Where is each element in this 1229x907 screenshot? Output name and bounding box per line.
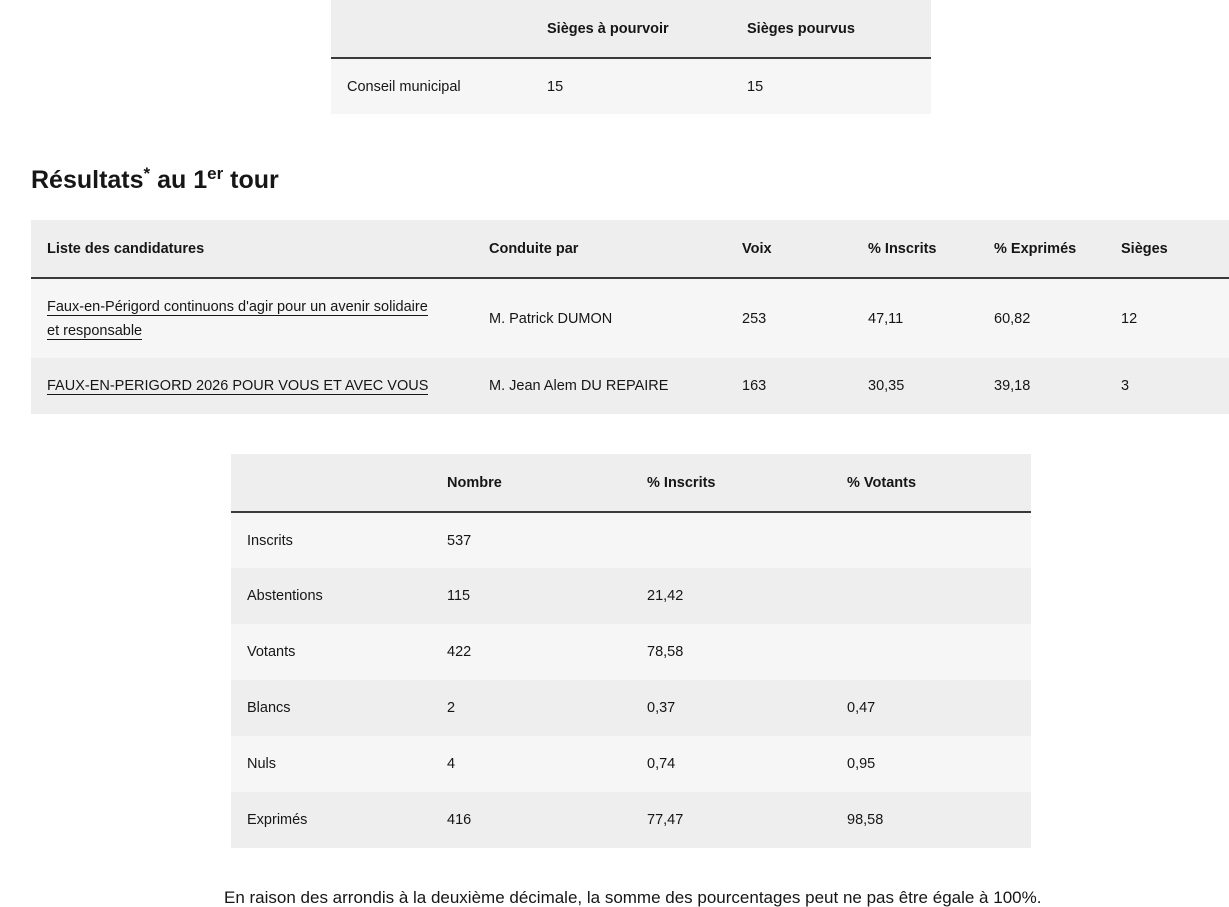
- candidate-list-cell: [31, 278, 473, 358]
- stats-pct-voters: [831, 624, 1031, 680]
- stats-pct-voters: 98,58: [831, 792, 1031, 848]
- candidate-leader: M. Patrick DUMON: [473, 278, 726, 358]
- candidate-votes: 163: [726, 358, 852, 414]
- candidate-list-link-line1[interactable]: Faux-en-Périgord continuons d'agir pour un avenir solidaire: [47, 298, 428, 315]
- stats-count: 422: [431, 624, 631, 680]
- candidate-pct-expressed: 60,82: [978, 278, 1105, 358]
- stats-header-pct-voters: % Votants: [831, 454, 1031, 512]
- stats-count: 537: [431, 512, 631, 568]
- seats-label: Conseil municipal: [331, 58, 531, 114]
- candidate-votes: 253: [726, 278, 852, 358]
- seats-header-empty: [331, 0, 531, 58]
- stats-header-row: [231, 454, 1031, 512]
- header-votes: Voix: [726, 220, 852, 278]
- table-row: [231, 568, 1031, 624]
- header-list: Liste des candidatures: [31, 220, 473, 278]
- table-row: [231, 792, 1031, 848]
- stats-pct-voters: 0,95: [831, 736, 1031, 792]
- candidate-list-cell: [31, 358, 473, 414]
- stats-pct-registered: 78,58: [631, 624, 831, 680]
- candidate-seats: 12: [1105, 278, 1229, 358]
- heading-main: Résultats: [31, 166, 144, 194]
- stats-pct-registered: 0,37: [631, 680, 831, 736]
- table-row: [331, 58, 931, 114]
- table-row: [231, 680, 1031, 736]
- candidate-seats: 3: [1105, 358, 1229, 414]
- candidate-pct-registered: 30,35: [852, 358, 978, 414]
- stats-pct-voters: [831, 512, 1031, 568]
- header-pct-expressed: % Exprimés: [978, 220, 1105, 278]
- candidate-list-link-line2[interactable]: et responsable: [47, 322, 143, 339]
- stats-header-count: Nombre: [431, 454, 631, 512]
- table-row: [231, 736, 1031, 792]
- heading-footnote-star: *: [143, 164, 151, 183]
- rounding-footnote: En raison des arrondis à la deuxième décimale, la somme des pourcentages peut ne pas être égale à 100%.: [224, 888, 1042, 907]
- table-row: [231, 512, 1031, 568]
- header-leader: Conduite par: [473, 220, 726, 278]
- heading-ordinal: er: [207, 164, 224, 183]
- results-heading: [31, 166, 279, 195]
- seats-header-filled: Sièges pourvus: [731, 0, 931, 58]
- stats-header-pct-registered: % Inscrits: [631, 454, 831, 512]
- stats-count: 416: [431, 792, 631, 848]
- stats-pct-voters: [831, 568, 1031, 624]
- candidate-list-link[interactable]: FAUX-EN-PERIGORD 2026 POUR VOUS ET AVEC VOUS: [47, 378, 429, 394]
- stats-count: 4: [431, 736, 631, 792]
- stats-header-empty: [231, 454, 431, 512]
- stats-label: Blancs: [231, 680, 431, 736]
- heading-end: tour: [223, 166, 279, 194]
- stats-pct-voters: 0,47: [831, 680, 1031, 736]
- header-pct-registered: % Inscrits: [852, 220, 978, 278]
- stats-label: Exprimés: [231, 792, 431, 848]
- seats-filled: 15: [731, 58, 931, 114]
- candidates-table: [31, 220, 1229, 414]
- stats-pct-registered: [631, 512, 831, 568]
- header-seats: Sièges: [1105, 220, 1229, 278]
- seats-header-to-fill: Sièges à pourvoir: [531, 0, 731, 58]
- table-row: [31, 278, 1229, 358]
- candidate-pct-expressed: 39,18: [978, 358, 1105, 414]
- stats-pct-registered: 0,74: [631, 736, 831, 792]
- candidate-leader: M. Jean Alem DU REPAIRE: [473, 358, 726, 414]
- candidates-header-row: [31, 220, 1229, 278]
- candidate-pct-registered: 47,11: [852, 278, 978, 358]
- stats-count: 115: [431, 568, 631, 624]
- stats-pct-registered: 21,42: [631, 568, 831, 624]
- candidate-list-link[interactable]: [47, 299, 428, 340]
- stats-label: Abstentions: [231, 568, 431, 624]
- stats-count: 2: [431, 680, 631, 736]
- stats-label: Inscrits: [231, 512, 431, 568]
- table-row: [31, 358, 1229, 414]
- stats-table: [231, 454, 1031, 848]
- stats-pct-registered: 77,47: [631, 792, 831, 848]
- seats-header-row: [331, 0, 931, 58]
- seats-to-fill: 15: [531, 58, 731, 114]
- table-row: [231, 624, 1031, 680]
- heading-mid: au 1: [150, 166, 208, 194]
- stats-label: Votants: [231, 624, 431, 680]
- stats-label: Nuls: [231, 736, 431, 792]
- seats-table: [331, 0, 931, 114]
